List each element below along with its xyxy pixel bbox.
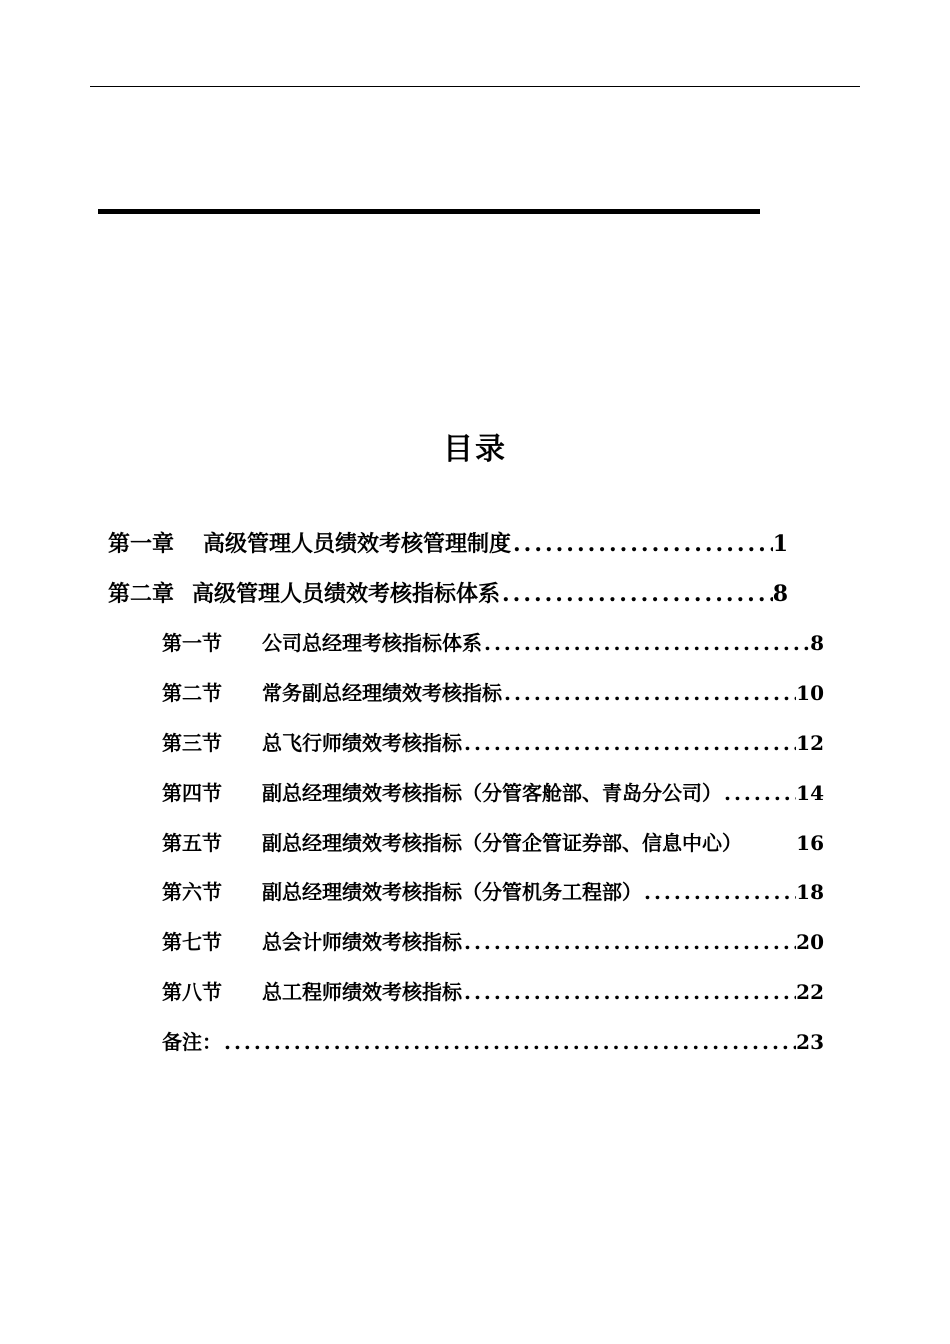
toc-chapter-2[interactable]	[108, 577, 788, 608]
toc-section-text: 副总经理绩效考核指标（分管客舱部、青岛分公司）	[262, 781, 722, 805]
toc-page-number: 8	[772, 581, 788, 607]
toc-leader-dots	[462, 980, 796, 1004]
toc-leader-dots	[642, 880, 796, 904]
toc-section-2[interactable]	[162, 677, 824, 706]
toc-page-number: 16	[796, 831, 824, 855]
toc-section-label: 第六节	[162, 880, 222, 904]
toc-note-label: 备注：	[162, 1030, 222, 1054]
toc-section-4[interactable]	[162, 777, 824, 806]
toc-section-1[interactable]	[162, 627, 824, 656]
toc-page-number: 23	[796, 1030, 824, 1054]
toc-section-label: 第七节	[162, 930, 222, 954]
toc-section-text: 公司总经理考核指标体系	[262, 631, 482, 655]
toc-section-label: 第四节	[162, 781, 222, 805]
toc-section-label: 第八节	[162, 980, 222, 1004]
toc-section-text: 总会计师绩效考核指标	[262, 930, 462, 954]
toc-section-label: 第三节	[162, 731, 222, 755]
toc-page-number: 8	[810, 631, 824, 655]
toc-leader-dots	[722, 781, 796, 805]
toc-section-text: 总工程师绩效考核指标	[262, 980, 462, 1004]
toc-section-text: 副总经理绩效考核指标（分管企管证券部、信息中心）	[262, 831, 742, 855]
toc-page-number: 12	[796, 731, 824, 755]
toc-title: 目录	[443, 432, 507, 467]
toc-section-label: 第五节	[162, 831, 222, 855]
toc-page-number: 20	[796, 930, 824, 954]
toc-chapter-label: 第一章	[108, 531, 175, 557]
toc-chapter-1[interactable]	[108, 527, 788, 558]
toc-page-number: 1	[772, 531, 788, 557]
toc-section-text: 副总经理绩效考核指标（分管机务工程部）	[262, 880, 642, 904]
toc-chapter-text: 高级管理人员绩效考核管理制度	[203, 531, 512, 557]
toc-section-label: 第一节	[162, 631, 222, 655]
title-underline-rule	[98, 209, 760, 214]
toc-section-text: 总飞行师绩效考核指标	[262, 731, 462, 755]
toc-page-number: 14	[796, 781, 824, 805]
toc-section-5[interactable]	[162, 827, 824, 856]
toc-page-number: 18	[796, 880, 824, 904]
toc-page-number: 10	[796, 681, 824, 705]
toc-leader-dots	[482, 631, 810, 655]
toc-section-6[interactable]	[162, 876, 824, 905]
toc-chapter-label: 第二章	[108, 581, 175, 607]
toc-leader-dots	[222, 1030, 796, 1054]
toc-section-3[interactable]	[162, 727, 824, 756]
toc-note[interactable]	[162, 1026, 824, 1055]
toc-section-8[interactable]	[162, 976, 824, 1005]
toc-leader-dots	[500, 581, 773, 607]
toc-section-text: 常务副总经理绩效考核指标	[262, 681, 502, 705]
toc-leader-dots	[462, 731, 796, 755]
toc-leader-dots	[462, 930, 796, 954]
toc-section-7[interactable]	[162, 926, 824, 955]
toc-chapter-text: 高级管理人员绩效考核指标体系	[192, 581, 501, 607]
toc-leader-dots	[502, 681, 796, 705]
toc-leader-dots	[511, 531, 773, 557]
toc-section-label: 第二节	[162, 681, 222, 705]
toc-page-number: 22	[796, 980, 824, 1004]
header-rule	[90, 86, 860, 87]
